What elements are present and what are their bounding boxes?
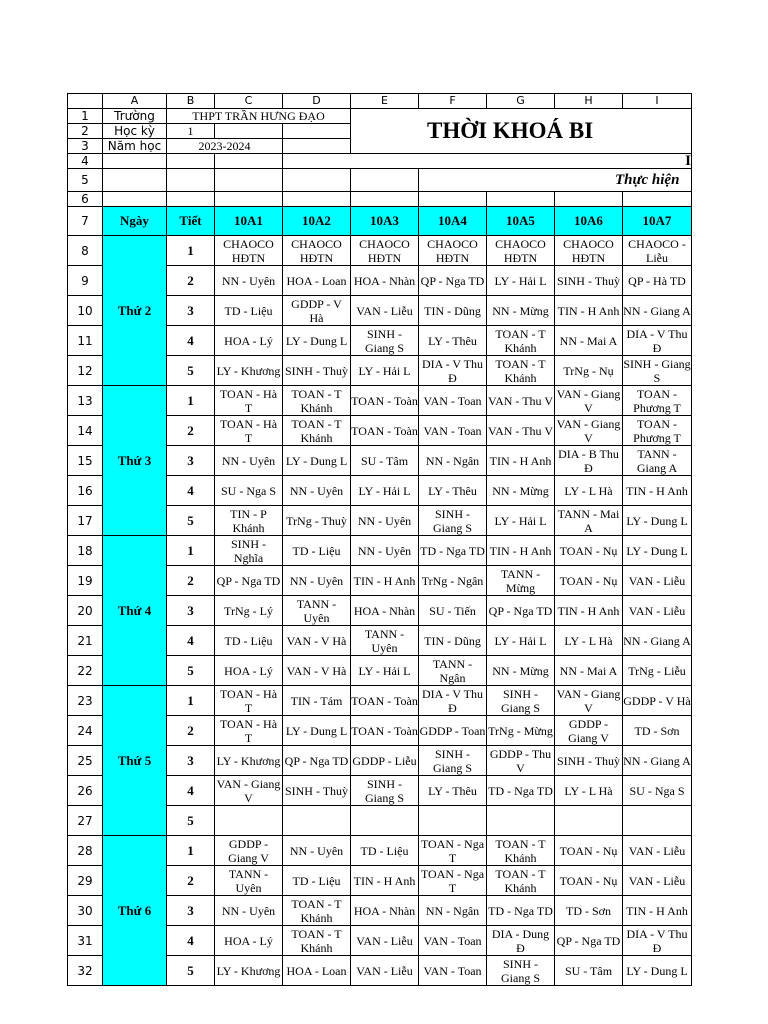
lesson-cell[interactable]: TD - Liệu: [283, 536, 351, 566]
lesson-cell[interactable]: SU - Tâm: [351, 446, 419, 476]
lesson-cell[interactable]: TOAN - Nga T: [419, 836, 487, 866]
lesson-cell[interactable]: HOA - Loan: [283, 266, 351, 296]
empty-cell[interactable]: [419, 192, 487, 207]
lesson-cell[interactable]: TOAN - Hà T: [215, 416, 283, 446]
row-number[interactable]: 26: [68, 776, 103, 806]
row-number[interactable]: 25: [68, 746, 103, 776]
lesson-cell[interactable]: HOA - Nhàn: [351, 266, 419, 296]
row-number[interactable]: 30: [68, 896, 103, 926]
lesson-cell[interactable]: LY - Hải L: [351, 656, 419, 686]
row-number[interactable]: 3: [68, 139, 103, 154]
lesson-cell[interactable]: LY - Khương: [215, 746, 283, 776]
lesson-cell[interactable]: TIN - Dũng: [419, 296, 487, 326]
subtitle[interactable]: Thực hiện: [419, 169, 692, 192]
lesson-cell[interactable]: TD - Nga TD: [487, 896, 555, 926]
lesson-cell[interactable]: CHAOCO - Liễu: [623, 236, 692, 266]
row-number[interactable]: 1: [68, 109, 103, 124]
lesson-cell[interactable]: TOAN - T Khánh: [283, 926, 351, 956]
lesson-cell[interactable]: LY - Hải L: [487, 506, 555, 536]
lesson-cell[interactable]: NN - Uyên: [351, 536, 419, 566]
lesson-cell[interactable]: VAN - V Hà: [283, 656, 351, 686]
period-cell[interactable]: 2: [167, 716, 215, 746]
lesson-cell[interactable]: VAN - V Hà: [283, 626, 351, 656]
lesson-cell[interactable]: GDDP - Liễu: [351, 746, 419, 776]
lesson-cell[interactable]: TOAN - T Khánh: [487, 866, 555, 896]
lesson-cell[interactable]: TIN - H Anh: [623, 476, 692, 506]
lesson-cell[interactable]: VAN - Liễu: [351, 956, 419, 986]
lesson-cell[interactable]: TD - Nga TD: [487, 776, 555, 806]
lesson-cell[interactable]: SU - Tiến: [419, 596, 487, 626]
class-header-10a6[interactable]: 10A6: [555, 207, 623, 236]
lesson-cell[interactable]: VAN - Liễu: [623, 566, 692, 596]
lesson-cell[interactable]: TrNg - Nụ: [555, 356, 623, 386]
lesson-cell[interactable]: NN - Uyên: [283, 566, 351, 596]
row-number[interactable]: 23: [68, 686, 103, 716]
lesson-cell[interactable]: NN - Mừng: [487, 476, 555, 506]
lesson-cell[interactable]: NN - Mai A: [555, 656, 623, 686]
row-number[interactable]: 6: [68, 192, 103, 207]
lesson-cell[interactable]: TD - Nga TD: [419, 536, 487, 566]
lesson-cell[interactable]: DIA - V Thu Đ: [623, 926, 692, 956]
lesson-cell[interactable]: QP - Hà TD: [623, 266, 692, 296]
lesson-cell[interactable]: TrNg - Liễu: [623, 656, 692, 686]
lesson-cell[interactable]: NN - Ngân: [419, 446, 487, 476]
lesson-cell[interactable]: TOAN - T Khánh: [487, 326, 555, 356]
lesson-cell[interactable]: TIN - P Khánh: [215, 506, 283, 536]
lesson-cell[interactable]: CHAOCO HĐTN: [215, 236, 283, 266]
lesson-cell[interactable]: LY - L Hà: [555, 476, 623, 506]
period-cell[interactable]: 1: [167, 236, 215, 266]
lesson-cell[interactable]: CHAOCO HĐTN: [351, 236, 419, 266]
period-cell[interactable]: 1: [167, 536, 215, 566]
lesson-cell[interactable]: NN - Giang A: [623, 626, 692, 656]
period-cell[interactable]: 4: [167, 326, 215, 356]
row-number[interactable]: 31: [68, 926, 103, 956]
year-label[interactable]: Năm học: [103, 139, 167, 154]
lesson-cell[interactable]: LY - Hải L: [487, 266, 555, 296]
lesson-cell[interactable]: TIN - H Anh: [487, 536, 555, 566]
lesson-cell[interactable]: VAN - Toan: [419, 416, 487, 446]
period-cell[interactable]: 3: [167, 596, 215, 626]
lesson-cell[interactable]: SINH - Giang S: [419, 746, 487, 776]
lesson-cell[interactable]: SINH - Thuỳ: [283, 356, 351, 386]
empty-cell[interactable]: [351, 169, 419, 192]
row-number[interactable]: 10: [68, 296, 103, 326]
period-cell[interactable]: 1: [167, 686, 215, 716]
lesson-cell[interactable]: TIN - H Anh: [555, 596, 623, 626]
lesson-cell[interactable]: QP - Nga TD: [555, 926, 623, 956]
lesson-cell[interactable]: SU - Nga S: [623, 776, 692, 806]
lesson-cell[interactable]: [351, 806, 419, 836]
lesson-cell[interactable]: QP - Nga TD: [215, 566, 283, 596]
class-header-10a5[interactable]: 10A5: [487, 207, 555, 236]
lesson-cell[interactable]: VAN - Liễu: [623, 596, 692, 626]
lesson-cell[interactable]: TOAN - Nụ: [555, 866, 623, 896]
empty-cell[interactable]: [103, 169, 167, 192]
row-number[interactable]: 4: [68, 154, 103, 169]
lesson-cell[interactable]: TD - Liệu: [283, 866, 351, 896]
lesson-cell[interactable]: GDDP - V Hà: [283, 296, 351, 326]
lesson-cell[interactable]: SINH - Nghĩa: [215, 536, 283, 566]
term-value[interactable]: 1: [167, 124, 215, 139]
row-number[interactable]: 7: [68, 207, 103, 236]
column-header-i[interactable]: I: [623, 94, 692, 109]
lesson-cell[interactable]: DIA - Dung Đ: [487, 926, 555, 956]
row-number[interactable]: 29: [68, 866, 103, 896]
lesson-cell[interactable]: VAN - Giang V: [555, 686, 623, 716]
period-cell[interactable]: 4: [167, 476, 215, 506]
sheet-row-4: [68, 154, 692, 169]
day-cell[interactable]: Thứ 3: [103, 386, 167, 536]
lesson-cell[interactable]: VAN - Liễu: [351, 926, 419, 956]
lesson-cell[interactable]: LY - Hải L: [351, 356, 419, 386]
row-number[interactable]: 32: [68, 956, 103, 986]
lesson-cell[interactable]: TrNg - Ngân: [419, 566, 487, 596]
lesson-cell[interactable]: TOAN - T Khánh: [283, 386, 351, 416]
lesson-cell[interactable]: NN - Uyên: [283, 836, 351, 866]
day-column-header[interactable]: Ngày: [103, 207, 167, 236]
lesson-cell[interactable]: TIN - Dũng: [419, 626, 487, 656]
period-cell[interactable]: 3: [167, 746, 215, 776]
sheet-row-6: [68, 192, 692, 207]
period-cell[interactable]: 3: [167, 896, 215, 926]
lesson-cell[interactable]: TIN - H Anh: [487, 446, 555, 476]
period-cell[interactable]: 3: [167, 296, 215, 326]
row-number[interactable]: 12: [68, 356, 103, 386]
column-header-g[interactable]: G: [487, 94, 555, 109]
lesson-cell[interactable]: LY - Dung L: [283, 326, 351, 356]
lesson-cell[interactable]: HOA - Lý: [215, 326, 283, 356]
table-header-row: [68, 207, 692, 236]
empty-cell[interactable]: [487, 192, 555, 207]
lesson-cell[interactable]: HOA - Nhàn: [351, 596, 419, 626]
lesson-cell[interactable]: [419, 806, 487, 836]
lesson-cell[interactable]: HOA - Nhàn: [351, 896, 419, 926]
empty-cell[interactable]: [623, 192, 692, 207]
period-cell[interactable]: 5: [167, 956, 215, 986]
period-cell[interactable]: 2: [167, 416, 215, 446]
column-header-b[interactable]: B: [167, 94, 215, 109]
period-cell[interactable]: 2: [167, 866, 215, 896]
lesson-cell[interactable]: TANN - Giang A: [623, 446, 692, 476]
row-number[interactable]: 2: [68, 124, 103, 139]
lesson-cell[interactable]: TOAN - Phương T: [623, 386, 692, 416]
lesson-cell[interactable]: LY - Hải L: [351, 476, 419, 506]
lesson-cell[interactable]: TIN - Tám: [283, 686, 351, 716]
lesson-cell[interactable]: TD - Liệu: [215, 626, 283, 656]
lesson-cell[interactable]: VAN - Giang V: [555, 416, 623, 446]
empty-cell[interactable]: [167, 192, 215, 207]
lesson-cell[interactable]: NN - Mai A: [555, 326, 623, 356]
empty-cell[interactable]: [283, 139, 351, 154]
row-number[interactable]: 15: [68, 446, 103, 476]
lesson-cell[interactable]: TIN - H Anh: [623, 896, 692, 926]
period-cell[interactable]: 2: [167, 566, 215, 596]
lesson-cell[interactable]: CHAOCO HĐTN: [419, 236, 487, 266]
lesson-cell[interactable]: TD - Liệu: [215, 296, 283, 326]
lesson-cell[interactable]: SINH - Giang S: [351, 776, 419, 806]
lesson-cell[interactable]: NN - Mừng: [487, 296, 555, 326]
lesson-cell[interactable]: SINH - Giang S: [351, 326, 419, 356]
row-number[interactable]: 13: [68, 386, 103, 416]
lesson-cell[interactable]: LY - Khương: [215, 956, 283, 986]
row-number[interactable]: 22: [68, 656, 103, 686]
lesson-cell[interactable]: DIA - V Thu Đ: [419, 686, 487, 716]
empty-cell[interactable]: [215, 124, 283, 139]
lesson-cell[interactable]: DIA - V Thu Đ: [623, 326, 692, 356]
column-header-a[interactable]: A: [103, 94, 167, 109]
lesson-cell[interactable]: TOAN - T Khánh: [487, 356, 555, 386]
lesson-cell[interactable]: TrNg - Thuỳ: [283, 506, 351, 536]
lesson-cell[interactable]: SINH - Thuỳ: [555, 746, 623, 776]
lesson-cell[interactable]: SINH - Giang S: [623, 356, 691, 385]
lesson-cell[interactable]: LY - Thêu: [419, 776, 487, 806]
lesson-cell[interactable]: VAN - Toan: [419, 926, 487, 956]
lesson-cell[interactable]: NN - Giang A: [623, 746, 692, 776]
lesson-cell[interactable]: VAN - Thu V: [487, 386, 555, 416]
lesson-cell[interactable]: QP - Nga TD: [283, 746, 351, 776]
row-number[interactable]: 28: [68, 836, 103, 866]
lesson-cell[interactable]: LY - Dung L: [283, 446, 351, 476]
lesson-cell[interactable]: LY - Thêu: [419, 476, 487, 506]
lesson-cell[interactable]: TANN - Ngân: [419, 656, 487, 686]
empty-cell[interactable]: [167, 169, 215, 192]
class-header-10a7[interactable]: 10A7: [623, 207, 692, 236]
lesson-cell[interactable]: TOAN - Toàn: [351, 386, 419, 416]
lesson-cell[interactable]: [283, 806, 351, 836]
lesson-cell[interactable]: CHAOCO HĐTN: [487, 236, 555, 266]
lesson-cell[interactable]: GDDP - Toan: [419, 716, 487, 746]
lesson-cell[interactable]: NN - Ngân: [419, 896, 487, 926]
column-header-d[interactable]: D: [283, 94, 351, 109]
empty-cell[interactable]: [215, 192, 283, 207]
lesson-cell[interactable]: [487, 806, 555, 836]
row-number[interactable]: 8: [68, 236, 103, 266]
sheet-row-5: [68, 169, 692, 192]
lesson-cell[interactable]: LY - L Hà: [555, 776, 623, 806]
lesson-cell[interactable]: TD - Liệu: [351, 836, 419, 866]
lesson-cell[interactable]: SINH - Thuỳ: [283, 776, 351, 806]
lesson-cell[interactable]: GDDP - Giang V: [215, 836, 283, 866]
year-value[interactable]: 2023-2024: [167, 139, 283, 154]
lesson-cell[interactable]: SINH - Giang S: [487, 956, 555, 986]
row-number[interactable]: 21: [68, 626, 103, 656]
lesson-cell[interactable]: HOA - Lý: [215, 656, 283, 686]
lesson-cell[interactable]: SU - Nga S: [215, 476, 283, 506]
lesson-cell[interactable]: GDDP - V Hà: [623, 686, 692, 716]
lesson-cell[interactable]: VAN - Toan: [419, 386, 487, 416]
period-cell[interactable]: 5: [167, 656, 215, 686]
lesson-cell[interactable]: QP - Nga TD: [487, 596, 555, 626]
lesson-cell[interactable]: TANN - Mừng: [487, 566, 555, 596]
class-header-10a3[interactable]: 10A3: [351, 207, 419, 236]
lesson-cell[interactable]: SINH - Giang S: [419, 506, 487, 536]
lesson-cell[interactable]: [623, 806, 692, 836]
period-column-header[interactable]: Tiết: [167, 207, 215, 236]
lesson-cell[interactable]: TIN - H Anh: [555, 296, 623, 326]
row4-fragment[interactable]: I: [283, 154, 692, 169]
lesson-cell[interactable]: SU - Tâm: [555, 956, 623, 986]
period-cell[interactable]: 5: [167, 356, 215, 386]
lesson-cell[interactable]: DIA - V Thu Đ: [419, 356, 487, 386]
lesson-cell[interactable]: NN - Uyên: [351, 506, 419, 536]
period-cell[interactable]: 5: [167, 806, 215, 836]
lesson-cell[interactable]: NN - Uyên: [283, 476, 351, 506]
lesson-cell[interactable]: GDDP - Giang V: [555, 716, 623, 746]
timetable-sheet: [67, 93, 692, 986]
column-header-h[interactable]: H: [555, 94, 623, 109]
empty-cell[interactable]: [283, 169, 351, 192]
page-title[interactable]: THỜI KHOÁ BI: [351, 109, 692, 154]
lesson-cell[interactable]: [555, 806, 623, 836]
row-number[interactable]: 19: [68, 566, 103, 596]
period-cell[interactable]: 2: [167, 266, 215, 296]
lesson-cell[interactable]: TOAN - Toàn: [351, 416, 419, 446]
row-number[interactable]: 5: [68, 169, 103, 192]
day-cell[interactable]: Thứ 6: [103, 836, 167, 986]
day-cell[interactable]: Thứ 4: [103, 536, 167, 686]
empty-cell[interactable]: [283, 192, 351, 207]
period-cell[interactable]: 1: [167, 386, 215, 416]
row-number[interactable]: 14: [68, 416, 103, 446]
sheet-row-1: [68, 109, 692, 124]
period-cell[interactable]: 5: [167, 506, 215, 536]
row-number[interactable]: 16: [68, 476, 103, 506]
lesson-cell[interactable]: VAN - Liễu: [623, 866, 692, 896]
empty-cell[interactable]: [103, 154, 167, 169]
lesson-cell[interactable]: TrNg - Lý: [215, 596, 283, 626]
lesson-cell[interactable]: CHAOCO HĐTN: [555, 236, 623, 266]
lesson-cell[interactable]: TrNg - Mừng: [487, 716, 555, 746]
column-header-e[interactable]: E: [351, 94, 419, 109]
lesson-cell[interactable]: [215, 806, 283, 836]
lesson-cell[interactable]: TD - Sơn: [623, 716, 692, 746]
schedule-row: [68, 836, 692, 866]
empty-cell[interactable]: [351, 192, 419, 207]
schedule-row: [68, 686, 692, 716]
period-cell[interactable]: 1: [167, 836, 215, 866]
period-cell[interactable]: 4: [167, 926, 215, 956]
term-label[interactable]: Học kỳ: [103, 124, 167, 139]
column-header-row: [68, 94, 692, 109]
lesson-cell[interactable]: TOAN - T Khánh: [283, 416, 351, 446]
lesson-cell[interactable]: GDDP - Thu V: [487, 746, 555, 776]
schedule-row: [68, 236, 692, 266]
lesson-cell[interactable]: LY - Dung L: [623, 506, 692, 536]
row-number[interactable]: 27: [68, 806, 103, 836]
lesson-cell[interactable]: DIA - B Thu Đ: [555, 446, 623, 476]
lesson-cell[interactable]: TD - Sơn: [555, 896, 623, 926]
lesson-cell[interactable]: TOAN - Phương T: [623, 416, 692, 446]
empty-cell[interactable]: [215, 169, 283, 192]
lesson-cell[interactable]: NN - Giang A: [623, 296, 692, 326]
column-header-c[interactable]: C: [215, 94, 283, 109]
lesson-cell[interactable]: TOAN - Hà T: [215, 686, 283, 716]
lesson-cell[interactable]: VAN - Toan: [419, 956, 487, 986]
lesson-cell[interactable]: LY - Thêu: [419, 326, 487, 356]
lesson-cell[interactable]: SINH - Thuỳ: [555, 266, 623, 296]
lesson-cell[interactable]: CHAOCO HĐTN: [283, 236, 351, 266]
lesson-cell[interactable]: NN - Uyên: [215, 896, 283, 926]
lesson-cell[interactable]: VAN - Giang V: [555, 386, 623, 416]
corner-cell[interactable]: [68, 94, 103, 109]
lesson-cell[interactable]: VAN - Giang V: [215, 776, 283, 806]
row-number[interactable]: 18: [68, 536, 103, 566]
lesson-cell[interactable]: TOAN - Hà T: [215, 716, 283, 746]
empty-cell[interactable]: [167, 154, 215, 169]
lesson-cell[interactable]: QP - Nga TD: [419, 266, 487, 296]
empty-cell[interactable]: [103, 192, 167, 207]
lesson-cell[interactable]: VAN - Thu V: [487, 416, 555, 446]
lesson-cell[interactable]: TOAN - Toàn: [351, 716, 419, 746]
period-cell[interactable]: 3: [167, 446, 215, 476]
empty-cell[interactable]: [555, 192, 623, 207]
lesson-cell[interactable]: NN - Uyên: [215, 266, 283, 296]
lesson-cell[interactable]: TOAN - T Khánh: [487, 836, 555, 866]
class-header-10a2[interactable]: 10A2: [283, 207, 351, 236]
lesson-cell[interactable]: LY - Dung L: [623, 536, 692, 566]
lesson-cell[interactable]: TIN - H Anh: [351, 566, 419, 596]
lesson-cell[interactable]: LY - Hải L: [487, 626, 555, 656]
school-value[interactable]: THPT TRẦN HƯNG ĐẠO: [167, 109, 351, 124]
lesson-cell[interactable]: TIN - H Anh: [351, 866, 419, 896]
lesson-cell[interactable]: LY - Dung L: [623, 956, 692, 986]
lesson-cell[interactable]: VAN - Liễu: [623, 836, 692, 866]
class-header-10a1[interactable]: 10A1: [215, 207, 283, 236]
lesson-cell[interactable]: TANN - Uyên: [283, 596, 351, 626]
row-number[interactable]: 20: [68, 596, 103, 626]
lesson-cell[interactable]: SINH - Giang S: [487, 686, 555, 716]
lesson-cell[interactable]: TOAN - Nụ: [555, 566, 623, 596]
lesson-cell[interactable]: TANN - Uyên: [351, 626, 419, 656]
lesson-cell[interactable]: TOAN - Toàn: [351, 686, 419, 716]
lesson-cell[interactable]: LY - Khương: [215, 356, 283, 386]
schedule-row: [68, 536, 692, 566]
row-number[interactable]: 9: [68, 266, 103, 296]
period-cell[interactable]: 4: [167, 626, 215, 656]
schedule-row: [68, 386, 692, 416]
lesson-cell[interactable]: TOAN - Hà T: [215, 386, 283, 416]
column-header-f[interactable]: F: [419, 94, 487, 109]
class-header-10a4[interactable]: 10A4: [419, 207, 487, 236]
lesson-cell[interactable]: LY - L Hà: [555, 626, 623, 656]
row-number[interactable]: 11: [68, 326, 103, 356]
lesson-cell[interactable]: LY - Dung L: [283, 716, 351, 746]
lesson-cell[interactable]: TOAN - Nụ: [555, 536, 623, 566]
lesson-cell[interactable]: TANN - Uyên: [215, 866, 283, 896]
period-cell[interactable]: 4: [167, 776, 215, 806]
day-cell[interactable]: Thứ 5: [103, 686, 167, 836]
lesson-cell[interactable]: VAN - Liễu: [351, 296, 419, 326]
row-number[interactable]: 17: [68, 506, 103, 536]
school-label[interactable]: Trường: [103, 109, 167, 124]
lesson-cell[interactable]: TANN - Mai A: [555, 506, 623, 536]
empty-cell[interactable]: [215, 154, 283, 169]
lesson-cell[interactable]: TOAN - Nụ: [555, 836, 623, 866]
lesson-cell[interactable]: TOAN - Nga T: [419, 866, 487, 896]
day-cell[interactable]: Thứ 2: [103, 236, 167, 386]
lesson-cell[interactable]: TOAN - T Khánh: [283, 896, 351, 926]
lesson-cell[interactable]: HOA - Lý: [215, 926, 283, 956]
empty-cell[interactable]: [283, 124, 351, 139]
lesson-cell[interactable]: NN - Mừng: [487, 656, 555, 686]
row-number[interactable]: 24: [68, 716, 103, 746]
lesson-cell[interactable]: HOA - Loan: [283, 956, 351, 986]
lesson-cell[interactable]: NN - Uyên: [215, 446, 283, 476]
